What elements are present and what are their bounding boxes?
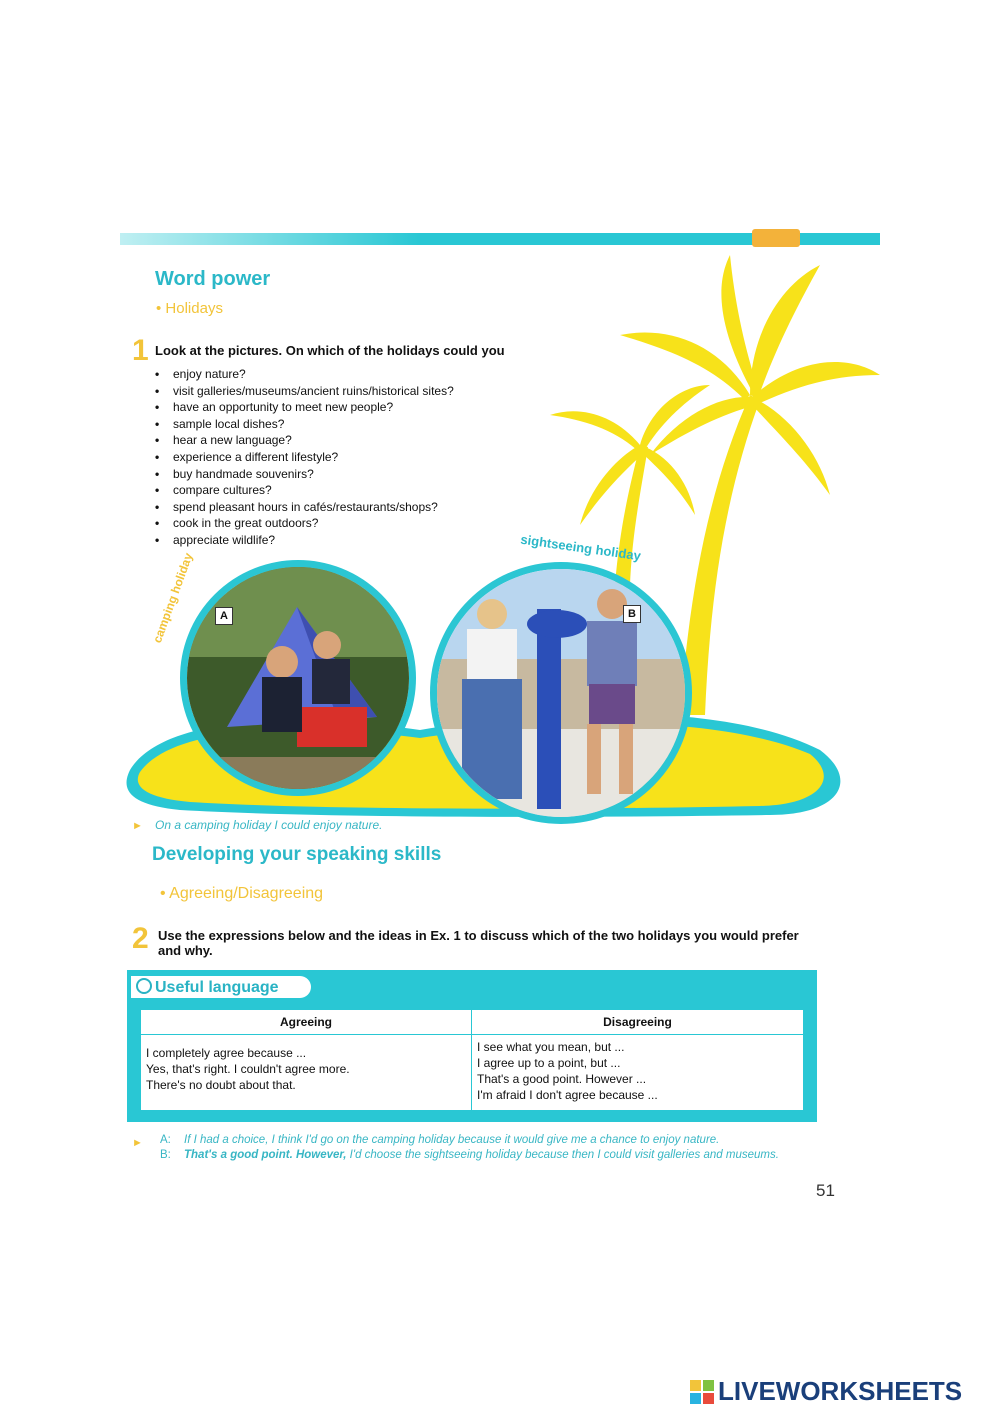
speaker-a: A: <box>160 1134 171 1146</box>
list-item: • appreciate wildlife? <box>155 532 454 549</box>
header-agreeing: Agreeing <box>141 1010 471 1035</box>
section-subtitle-agreeing: • Agreeing/Disagreeing <box>160 885 324 902</box>
list-item: • spend pleasant hours in cafés/restaurants/shops? <box>155 499 454 516</box>
page-number: 51 <box>816 1181 835 1200</box>
dialogue-line-b <box>160 1148 820 1163</box>
dialogue-bold-b: That's a good point. However, <box>184 1149 347 1161</box>
list-item: • sample local dishes? <box>155 416 454 433</box>
activity-list <box>155 366 454 549</box>
picture-tag-a: A <box>215 607 233 625</box>
liveworksheets-watermark: LIVEWORKSHEETS <box>718 1376 963 1406</box>
useful-language-table <box>141 1010 803 1110</box>
exercise-number-2: 2 <box>132 922 149 955</box>
disagreeing-expressions <box>477 1039 658 1103</box>
expression: There's no doubt about that. <box>146 1078 296 1092</box>
list-item: • hear a new language? <box>155 432 454 449</box>
example-arrow-icon: ► <box>132 1137 143 1149</box>
liveworksheets-logo-icon <box>690 1380 714 1404</box>
example-sentence: On a camping holiday I could enjoy nature. <box>155 818 383 832</box>
list-item: • compare cultures? <box>155 482 454 499</box>
header-band-fade <box>120 233 420 245</box>
dialogue-text-a: If I had a choice, I think I'd go on the camping holiday because it would give me a chance to enjoy nature. <box>184 1134 720 1146</box>
list-item: • have an opportunity to meet new people? <box>155 399 454 416</box>
exercise-question: Look at the pictures. On which of the holidays could you <box>155 343 505 358</box>
agreeing-expressions <box>146 1045 350 1093</box>
section-subtitle: • Holidays <box>156 300 223 317</box>
expression: That's a good point. However ... <box>477 1072 647 1086</box>
circle-icon <box>136 978 152 994</box>
expression: I agree up to a point, but ... <box>477 1056 621 1070</box>
column-divider <box>471 1010 472 1110</box>
sightseeing-holiday-label: sightseeing holiday <box>519 531 642 564</box>
camping-holiday-label: camping holiday <box>150 551 196 645</box>
header-disagreeing: Disagreeing <box>472 1010 803 1035</box>
exercise-question-2: Use the expressions below and the ideas in Ex. 1 to discuss which of the two holidays you would prefer and why. <box>158 928 799 958</box>
list-item: • enjoy nature? <box>155 366 454 383</box>
list-item: • buy handmade souvenirs? <box>155 466 454 483</box>
expression: I see what you mean, but ... <box>477 1040 625 1054</box>
picture-tag-b: B <box>623 605 641 623</box>
expression: I completely agree because ... <box>146 1046 307 1060</box>
example-arrow-icon: ► <box>132 820 143 832</box>
sightseeing-photo <box>430 562 692 824</box>
section-title: Word power <box>155 268 271 290</box>
useful-language-title <box>136 978 279 997</box>
section-title-speaking: Developing your speaking skills <box>152 844 442 865</box>
dialogue-text-b: I'd choose the sightseeing holiday because then I could visit galleries and museums. <box>346 1149 779 1161</box>
exercise-number: 1 <box>132 334 149 367</box>
unit-badge <box>752 229 800 247</box>
list-item: • cook in the great outdoors? <box>155 515 454 532</box>
example-dialogue <box>160 1133 820 1163</box>
list-item: • experience a different lifestyle? <box>155 449 454 466</box>
dialogue-line-a <box>160 1133 820 1148</box>
expression: I'm afraid I don't agree because ... <box>477 1088 658 1102</box>
expression: Yes, that's right. I couldn't agree more. <box>146 1062 350 1076</box>
camping-photo <box>180 560 416 796</box>
useful-language-title-text: Useful language <box>155 979 279 996</box>
speaker-b: B: <box>160 1149 171 1161</box>
list-item: • visit galleries/museums/ancient ruins/historical sites? <box>155 383 454 400</box>
